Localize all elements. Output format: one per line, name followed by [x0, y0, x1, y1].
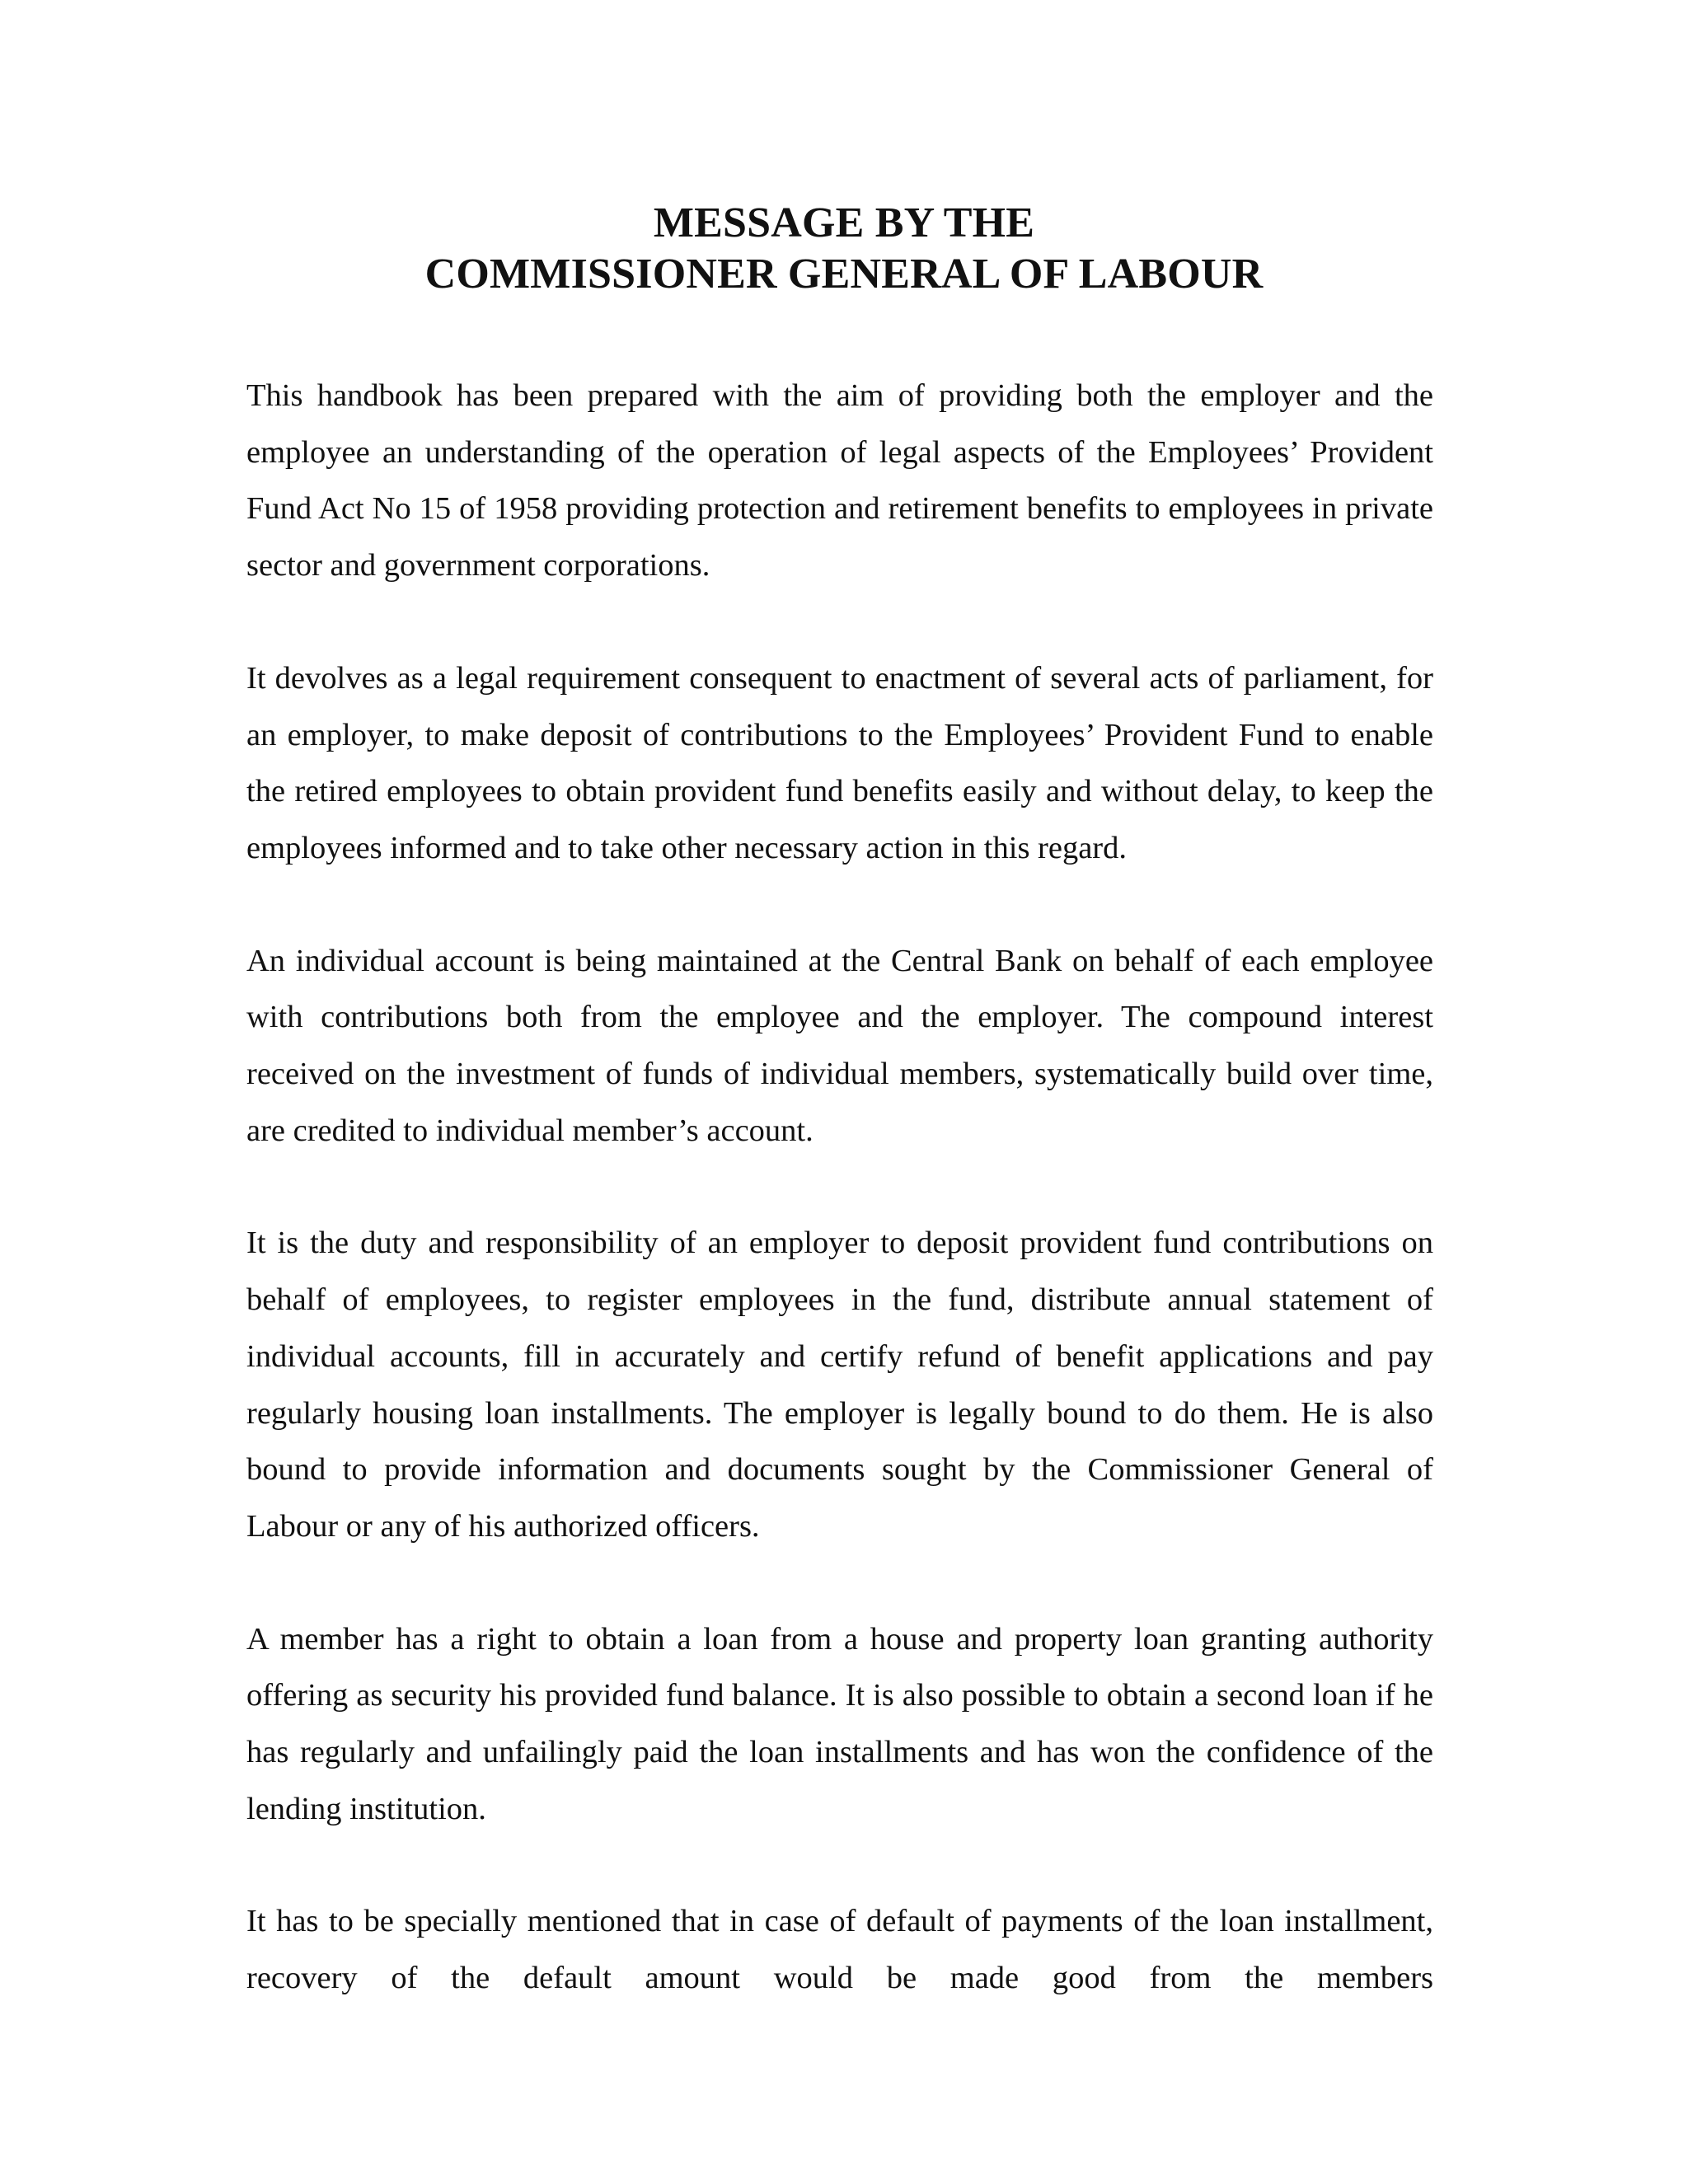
message-body	[246, 368, 1433, 2063]
paragraph-3: An individual account is being maintained at the Central Bank on behalf of each employee with contributions both from the employee and the employer. The compound interest received on the investment of funds of individual members, systematically build over time, are credited to individual member’s account.	[246, 943, 1433, 1148]
paragraph-4: It is the duty and responsibility of an employer to deposit provident fund contributions on behalf of employees, to register employees in the fund, distribute annual statement of individual accounts, fill in accurately and certify refund of benefit applications and pay regularly housing loan installments. The employer is legally bound to do them. He is also bound to provide information and documents sought by the Commissioner General of Labour or any of his authorized officers.	[246, 1226, 1433, 1544]
title-line-1: MESSAGE BY THE	[653, 199, 1035, 246]
paragraph-5: A member has a right to obtain a loan from a house and property loan granting authority offering as security his provided fund balance. It is also possible to obtain a second loan if he has regularly and unfailingly paid the loan installments and has won the confidence of the lending institution.	[246, 1621, 1433, 1826]
page-title	[0, 198, 1688, 300]
title-line-2: COMMISSIONER GENERAL OF LABOUR	[424, 251, 1264, 298]
paragraph-2: It devolves as a legal requirement consequent to enactment of several acts of parliament, for an employer, to make deposit of contributions to the Employees’ Provident Fund to enable the retired employees to obtain provident fund benefits easily and without delay, to keep the employees informed and to take other necessary action in this regard.	[246, 660, 1433, 865]
paragraph-6: It has to be specially mentioned that in case of default of payments of the loan installment, recovery of the default amount would be made good from the members	[246, 1904, 1433, 1996]
paragraph-1: This handbook has been prepared with the aim of providing both the employer and the employee an understanding of the operation of legal aspects of the Employees’ Provident Fund Act No 15 of 1958 providing protection and retirement benefits to employees in private sector and government corporations.	[246, 378, 1433, 583]
